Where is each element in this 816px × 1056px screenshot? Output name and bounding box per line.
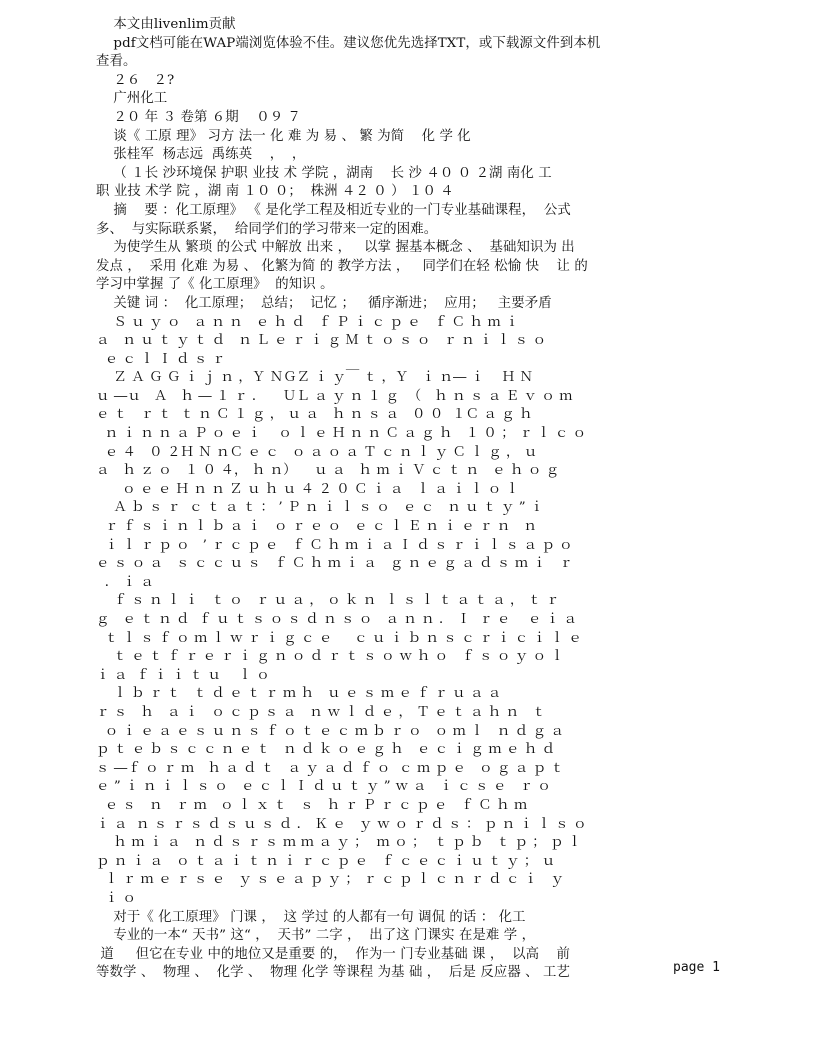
text-line: 道 但它在专业 中的地位又是重要 的， 作为一 门专业基础 课 ， 以高 前 xyxy=(96,946,570,962)
text-line: ｔ ｌ ｓ ｆ ｏ ｍ ｌ ｗ ｒ ｉ ｇ ｃ ｅ ｃ ｕ ｉ ｂ ｎ ｓ ｃ ｒ ｉ ｃ ｉ ｌ ｅ xyxy=(96,630,582,646)
text-line: ｓ ―ｆ ｏ ｒ ｍ ｈ ａ ｄ ｔ ａ ｙ ａ ｄ ｆ ｏ ｃ ｍ ｐ ｅ ｏ ｇ ａ ｐ ｔ xyxy=(96,760,564,776)
text-line: 学习中掌握 了《 化工原理》 的知识 。 xyxy=(96,277,334,293)
text-line: ｐ ｎ ｉ ａ ｏ ｔ ａ ｉ ｔ ｎ ｉ ｒ ｃ ｐ ｅ ｆ ｃ ｅ ｃ ｉ ｕ ｔ ｙ ； ｕ xyxy=(96,853,556,869)
text-line: ｌ ｒ ｍ ｅ ｒ ｓ ｅ ｙ ｓ ｅ ａ ｐ ｙ ； ｒ ｃ ｐ ｌ ｃ ｎ ｒ ｄ ｃ ｉ ｙ xyxy=(96,872,564,888)
text-line: ｉ ｌ ｒ ｐ ｏ ’ ｒ ｃ ｐ ｅ ｆ Ｃ ｈ ｍ ｉ ａ Ｉ ｄ ｓ ｒ ｉ ｌ ｓ ａ ｐ ｏ xyxy=(96,537,573,553)
text-line: ｅ ４ ０ ２Ｈ Ｎ ｎＣ ｅ ｃ ｏ ａ ｏ ａ Ｔ ｃ ｎ ｌ ｙ Ｃ ｌ ｇ ， ｕ xyxy=(96,444,538,460)
text-line: ｆ ｓ ｎ ｌ ｉ ｔ ｏ ｒ ｕ ａ ， ｏ ｋ ｎ ｌ ｓ ｌ ｔ ａ ｔ ａ ， ｔ ｒ xyxy=(96,593,560,609)
text-line: ａ ｈ ｚ ｏ １ ０ ４， ｈ ｎ） ｕ ａ ｈ ｍ ｉ Ｖ ｃ ｔ ｎ ｅ ｈ ｏ ｇ xyxy=(96,463,560,479)
text-line: 职 业技 术学 院 ，湖 南 １０ ０； 株洲 ４２ ０ ） １０ ４ xyxy=(96,184,454,200)
text-line: ｏ ｅ ｅ Ｈ ｎ ｎ Ｚ ｕ ｈ ｕ ４ ２ ０ Ｃ ｉ ａ ｌ ａ ｉ ｌ ｏ ｌ xyxy=(96,481,520,497)
text-line: 本文由livenlim贡献 xyxy=(96,17,236,32)
text-line: ｅ ｓ ｏ ａ ｓ ｃ ｃ ｕ ｓ ｆ Ｃ ｈ ｍ ｉ ａ ｇ ｎ ｅ ｇ ａ ｄ ｓ ｍ ｉ ｒ xyxy=(96,556,573,572)
text-line: ２０ 年 ３ 卷第 ６期 ０９ ７ xyxy=(96,109,302,125)
text-line: 等数学 、 物理 、 化学 、 物理 化学 等课程 为基 础 ， 后是 反应器 、 工艺 xyxy=(96,965,570,981)
text-line: ２６ ２? xyxy=(96,72,175,88)
text-line: ｔ ｅ ｔ ｆ ｒ ｅ ｒ ｉ ｇ ｎ ｏ ｄ ｒ ｔ ｓ ｏ ｗ ｈ ｏ ｆ ｓ ｏ ｙ ｏ ｌ xyxy=(96,649,564,665)
text-line: 为使学生从 繁琐 的公式 中解放 出来 ， 以掌 握基本概念 、 基础知识为 出 xyxy=(96,240,575,256)
text-line: ｉ ａ ｆ ｉ ｉ ｔ ｕ ｌ ｏ xyxy=(96,667,270,683)
text-line: Ｓ ｕ ｙ ｏ ａ ｎ ｎ ｅ ｈ ｄ ｆ Ｐ ｉ ｃ ｐ ｅ ｆ Ｃ ｈ ｍ ｉ xyxy=(96,314,519,330)
text-line: ｉ ｏ xyxy=(96,890,137,906)
text-line: 关键 词 ： 化工原理； 总结； 记忆 ； 循序渐进； 应用； 主要矛盾 xyxy=(96,295,552,311)
text-line: ｉ ａ ｎ ｓ ｒ ｓ ｄ ｓ ｕ ｓ ｄ ． Ｋ ｅ ｙ ｗ ｏ ｒ ｄ ｓ ： ｐ ｎ ｉ ｌ ｓ ｏ xyxy=(96,816,587,832)
text-line: 查看。 xyxy=(96,54,137,70)
text-line: ｌ ｂ ｒ ｔ ｔ ｄ ｅ ｔ ｒ ｍ ｈ ｕ ｅ ｓ ｍ ｅ ｆ ｒ ｕ ａ ａ xyxy=(96,686,502,702)
text-line: ｅ ｃ ｌ Ｉ ｄ ｓ ｒ xyxy=(96,351,226,367)
text-line: 谈《 工原 理》 习方 法一 化 难 为 易 、 繁 为简 化 学 化 xyxy=(96,128,471,144)
text-line: ｏ ｉ ｅ ａ ｅ ｓ ｕ ｎ ｓ ｆ ｏ ｔ ｅ ｃ ｍ ｂ ｒ ｏ ｏ ｍ ｌ ｎ ｄ ｇ ａ xyxy=(96,723,564,739)
text-line: Ｚ Ａ Ｇ Ｇ ｉ ｊ ｎ ，Ｙ ＮＧＺ ｉ ｙ￣ ｔ ，Ｙ ｉ ｎ― ｉ Ｈ Ｎ xyxy=(96,370,534,386)
text-line: ｇ ｅ ｔ ｎ ｄ ｆ ｕ ｔ ｓ ｏ ｓ ｄ ｎ ｓ ｏ ａ ｎ ｎ ． Ｉ ｒ ｅ ｅ ｉ ａ xyxy=(96,612,578,627)
text-line: ． ｉ ａ xyxy=(96,574,154,590)
text-line: ｅ ” ｉ ｎ ｉ ｌ ｓ ｏ ｅ ｃ ｌ Ｉ ｄ ｕ ｔ ｙ ” ｗ ａ ｉ ｃ ｓ ｅ ｒ ｏ xyxy=(96,779,551,795)
text-line: ｒ ｆ ｓ ｉ ｎ ｌ ｂ ａ ｉ ｏ ｒ ｅ ｏ ｅ ｃ ｌ Ｅ ｎ ｉ ｅ ｒ ｎ ｎ xyxy=(96,519,537,535)
text-line: 广州化工 xyxy=(96,91,168,107)
text-line: ｅ ｔ ｒ ｔ ｔ ｎ Ｃ １ ｇ ， ｕ ａ ｈ ｎ ｓ ａ ０ ０ １Ｃ ａ ｇ ｈ xyxy=(96,407,533,423)
text-line: ｅ ｓ ｎ ｒ ｍ ｏ ｌ ｘ ｔ ｓ ｈ ｒ Ｐ ｒ ｃ ｐ ｅ ｆ Ｃ ｈ ｍ xyxy=(96,797,528,813)
text-line: 专业的一本“ 天书” 这“ ， 天书” 二字 ， 出了这 门课实 在是难 学 ， xyxy=(96,928,536,944)
text-line: ｎ ｉ ｎ ｎ ａ Ｐ ｏ ｅ ｉ ｏ ｌ ｅ Ｈ ｎ ｎ Ｃ ａ ｇ ｈ １ ０ ； ｒ ｌ ｃ ｏ xyxy=(96,426,587,442)
text-line: pdf文档可能在WAP端浏览体验不佳。建议您优先选择TXT，或下载源文件到本机 xyxy=(96,35,601,51)
text-line: 发点 ， 采用 化难 为易 、 化繁为简 的 教学方法 ， 同学们在轻 松愉 快 让 的 xyxy=(96,258,588,274)
text-line: 摘 要 ：化工原理》 《 是化学工程及相近专业的一门专业基础课程， 公式 xyxy=(96,202,571,218)
text-line: ｈ ｍ ｉ ａ ｎ ｄ ｓ ｒ ｓ ｍ ｍ ａ ｙ ； ｍ ｏ ； ｔ ｐ ｂ ｔ ｐ ； ｐ ｌ xyxy=(96,835,582,851)
text-line: ｐ ｔ ｅ ｂ ｓ ｃ ｃ ｎ ｅ ｔ ｎ ｄ ｋ ｏ ｅ ｇ ｈ ｅ ｃ ｉ ｇ ｍ ｅ ｈ ｄ xyxy=(96,742,556,758)
text-line: ｒ ｓ ｈ ａ ｉ ｏ ｃ ｐ ｓ ａ ｎ ｗ ｌ ｄ ｅ ， Ｔ ｅ ｔ ａ ｈ ｎ ｔ xyxy=(96,704,546,720)
text-line: ａ ｎ ｕ ｔ ｙ ｔ ｄ ｎ Ｌ ｅ ｒ ｉ ｇ Ｍ ｔ ｏ ｓ ｏ ｒ ｎ ｉ ｌ ｓ ｏ xyxy=(96,333,547,349)
text-line: ｕ ―ｕ Ａ ｈ ― １ ｒ ． ＵＬ ａ ｙ ｎ １ ｇ （ ｈ ｎ ｓ ａ Ｅ ｖ ｏ ｍ xyxy=(96,388,573,404)
page-number: page 1 xyxy=(673,960,720,975)
text-line: 张桂军 杨志远 禹练英 ， ， xyxy=(96,147,306,163)
text-line: 多、 与实际联系紧， 给同学们的学习带来一定的困难。 xyxy=(96,221,438,237)
document-body xyxy=(96,16,674,983)
text-line: Ａ ｂ ｓ ｒ ｃ ｔ ａ ｔ ： ’ Ｐ ｎ ｉ ｌ ｓ ｏ ｅ ｃ ｎ ｕ ｔ ｙ ” ｉ xyxy=(96,500,544,516)
text-line: （ １长 沙环境保 护职 业技 术 学院 ，湖南 长 沙 ４０ ０ ２湖 南化 工 xyxy=(96,165,552,181)
text-line: 对于《 化工原理》 门课 ， 这 学过 的人都有一句 调侃 的话 ： 化工 xyxy=(96,909,526,925)
